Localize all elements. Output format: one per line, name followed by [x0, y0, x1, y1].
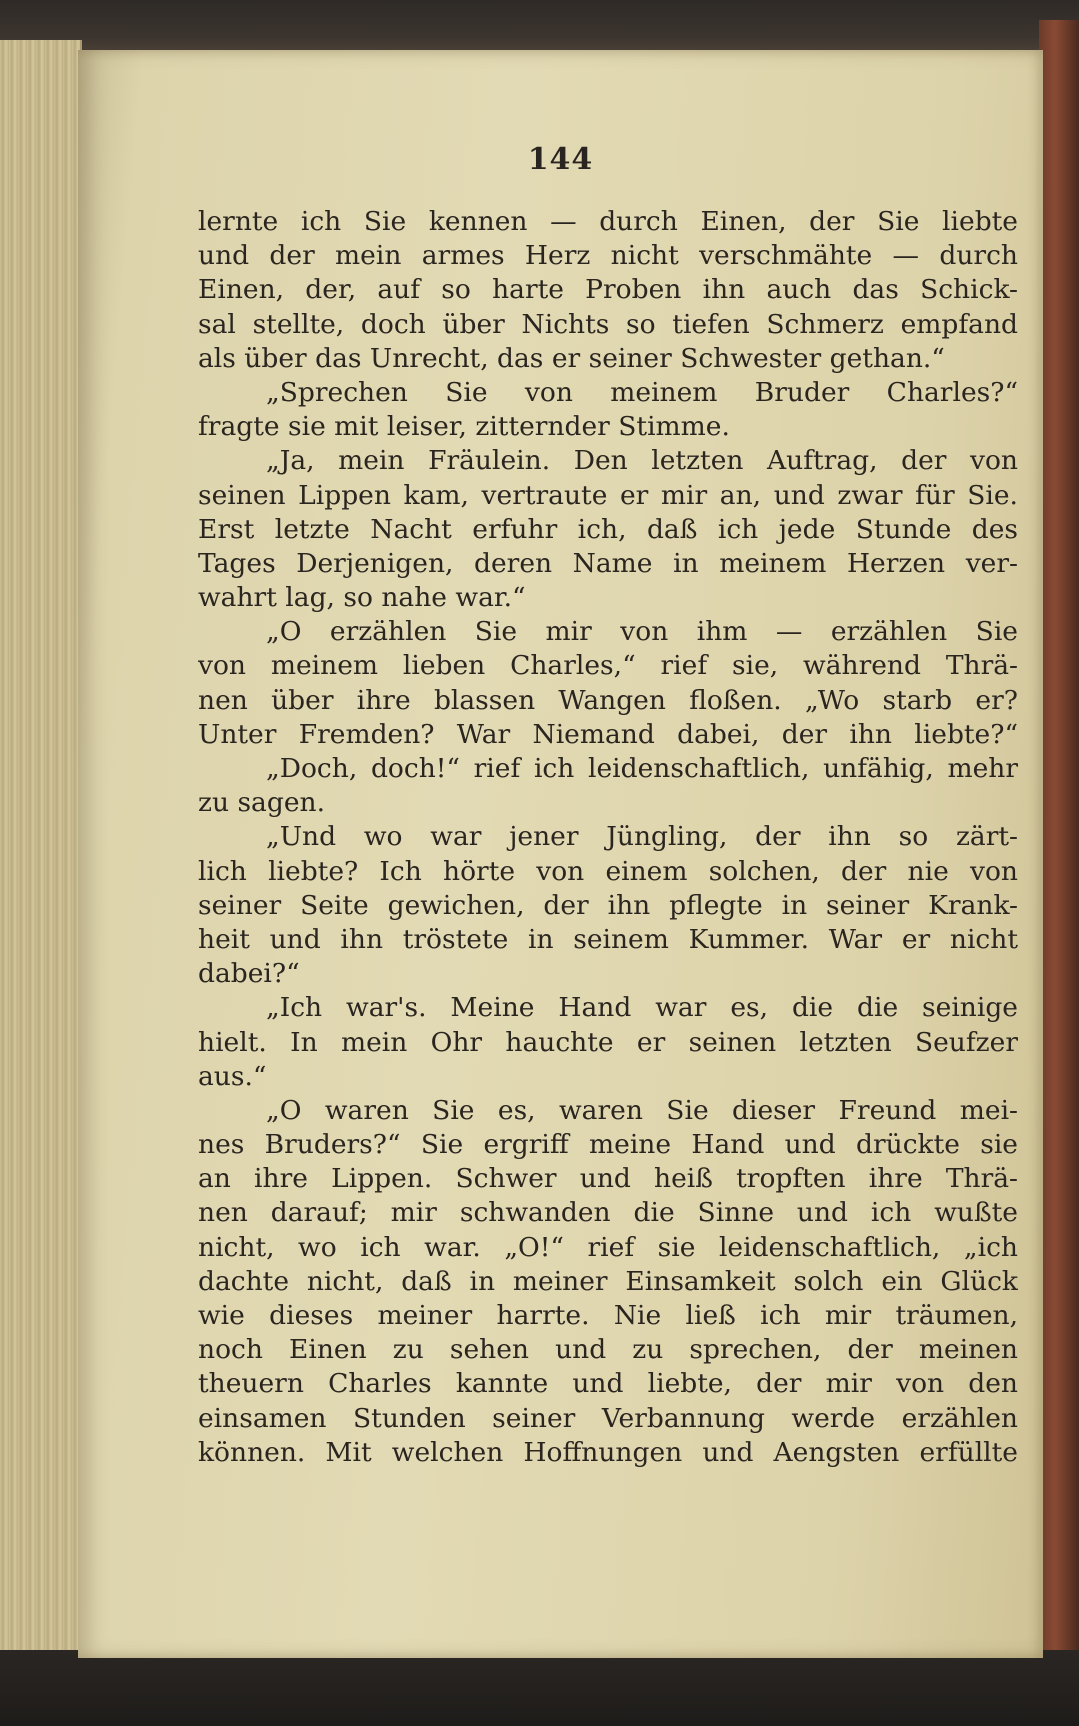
text-line: seinen Lippen kam, vertraute er mir an, und zwar für Sie.: [198, 479, 1018, 511]
text-line: seiner Seite gewichen, der ihn pflegte in seiner Krank-: [198, 889, 1018, 921]
page-edges: [0, 40, 82, 1660]
book-cover-right: [1039, 20, 1079, 1670]
text-line: theuern Charles kannte und liebte, der mir von den: [198, 1368, 1018, 1400]
text-line: lernte ich Sie kennen — durch Einen, der Sie liebte: [198, 206, 1018, 237]
text-line: „Sprechen Sie von meinem Bruder Charles?“: [266, 376, 1018, 408]
text-line: Unter Fremden? War Niemand dabei, der ihn liebte?“: [198, 718, 1018, 750]
text-line: von meinem lieben Charles,“ rief sie, während Thrä-: [198, 650, 1018, 682]
text-line: „O waren Sie es, waren Sie dieser Freund mei-: [266, 1094, 1018, 1126]
text-line: zu sagen.: [198, 787, 325, 819]
book-cover-bottom: [0, 1650, 1079, 1726]
text-line: Tages Derjenigen, deren Name in meinem Herzen ver-: [198, 547, 1018, 579]
text-line: Einen, der, auf so harte Proben ihn auch das Schick-: [198, 274, 1018, 306]
text-line: nen über ihre blassen Wangen floßen. „Wo starb er?: [198, 684, 1018, 716]
text-line: Erst letzte Nacht erfuhr ich, daß ich jede Stunde des: [198, 513, 1018, 545]
text-line: als über das Unrecht, das er seiner Schwester gethan.“: [198, 342, 945, 374]
text-line: einsamen Stunden seiner Verbannung werde erzählen: [198, 1402, 1018, 1434]
text-line: dabei?“: [198, 958, 300, 990]
page-text: [198, 205, 1018, 1470]
text-line: „Ja, mein Fräulein. Den letzten Auftrag, der von: [266, 445, 1018, 477]
book-cover-top: [0, 0, 1079, 52]
text-line: nicht, wo ich war. „O!“ rief sie leidenschaftlich, „ich: [198, 1231, 1018, 1263]
text-line: „Ich war's. Meine Hand war es, die die seinige: [266, 992, 1018, 1024]
text-line: können. Mit welchen Hoffnungen und Aengsten erfüllte: [198, 1436, 1018, 1468]
text-line: lich liebte? Ich hörte von einem solchen, der nie von: [198, 855, 1018, 887]
text-line: aus.“: [198, 1060, 267, 1092]
text-line: noch Einen zu sehen und zu sprechen, der meinen: [198, 1334, 1018, 1366]
text-line: hielt. In mein Ohr hauchte er seinen letzten Seufzer: [198, 1026, 1018, 1058]
text-line: und der mein armes Herz nicht verschmähte — durch: [198, 240, 1018, 272]
text-line: heit und ihn tröstete in seinem Kummer. War er nicht: [198, 923, 1018, 955]
text-line: „Und wo war jener Jüngling, der ihn so zärt-: [266, 821, 1018, 853]
text-line: wahrt lag, so nahe war.“: [198, 582, 526, 614]
text-line: wie dieses meiner harrte. Nie ließ ich mir träumen,: [198, 1300, 1018, 1331]
text-line: fragte sie mit leiser, zitternder Stimme.: [198, 411, 730, 443]
text-line: an ihre Lippen. Schwer und heiß tropften ihre Thrä-: [198, 1163, 1018, 1195]
page-number: 144: [527, 142, 594, 177]
text-line: „O erzählen Sie mir von ihm — erzählen Sie: [266, 616, 1018, 648]
text-line: dachte nicht, daß in meiner Einsamkeit solch ein Glück: [198, 1265, 1018, 1297]
text-line: „Doch, doch!“ rief ich leidenschaftlich, unfähig, mehr: [266, 753, 1018, 784]
text-line: nes Bruders?“ Sie ergriff meine Hand und drückte sie: [198, 1129, 1018, 1161]
text-line: sal stellte, doch über Nichts so tiefen Schmerz empfand: [198, 308, 1018, 340]
text-line: nen darauf; mir schwanden die Sinne und ich wußte: [198, 1197, 1018, 1229]
book-page: [78, 50, 1043, 1658]
